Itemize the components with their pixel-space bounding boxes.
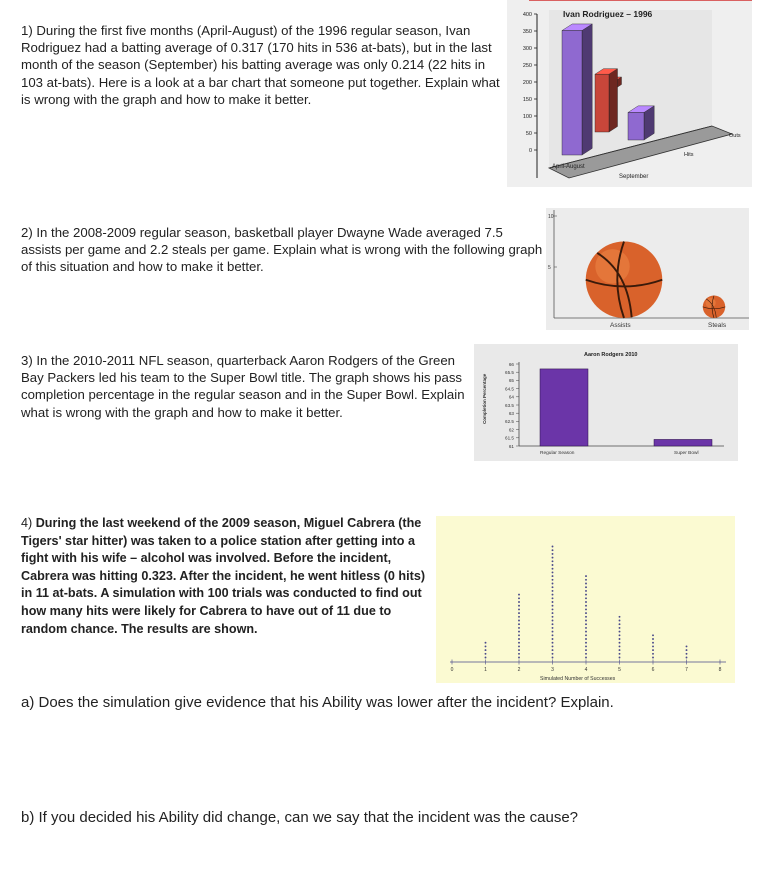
dot: [552, 649, 554, 651]
x-tick-label: 5: [618, 667, 621, 673]
question-4-body: During the last weekend of the 2009 season, Miguel Cabrera (the Tigers' star hitter) was taken to a police station after getting into a fight with his wife – alcohol was involved. Before the incident, Cabrera was hitting 0.323. After the incident, he went hitless (0 hits) in 11 at-bats. A simulation with 100 trials was conducted to find out how many hits were likely for Cabrera to have out of 11 due to random chance. The results are shown.: [21, 516, 426, 636]
dot: [585, 620, 587, 622]
y-tick-label: 350: [522, 29, 532, 35]
bar-hits-april-august: [595, 69, 618, 132]
dot: [552, 645, 554, 647]
dot: [585, 594, 587, 596]
aaron-rodgers-bar-chart: [474, 344, 738, 461]
dot: [518, 638, 520, 640]
y-tick-label: 61: [508, 443, 514, 449]
dot: [686, 653, 688, 655]
dot: [619, 623, 621, 625]
dot: [585, 634, 587, 636]
y-tick-label: 50: [525, 131, 532, 137]
dot: [485, 657, 487, 659]
dot: [485, 649, 487, 651]
dot: [652, 653, 654, 655]
x-tick-label: 4: [584, 667, 588, 673]
dot: [619, 649, 621, 651]
dot: [585, 616, 587, 618]
dot: [585, 608, 587, 610]
dot: [552, 575, 554, 577]
dot: [518, 601, 520, 603]
y-tick-label: 62.5: [505, 419, 514, 425]
dot: [619, 616, 621, 618]
y-tick-label: 66: [508, 361, 514, 367]
dot: [552, 601, 554, 603]
basketball-assists: [586, 242, 663, 319]
x-axis-label: Simulated Number of Successes: [540, 676, 616, 682]
dot: [585, 583, 587, 585]
dot: [552, 638, 554, 640]
part-b-question: b) If you decided his Ability did change, can we say that the incident was the cause?: [21, 809, 579, 826]
dot: [652, 642, 654, 644]
bar-outs-september: [628, 106, 654, 140]
dot: [518, 597, 520, 599]
dot: [585, 597, 587, 599]
dot: [552, 608, 554, 610]
ivan-rodriguez-bar-chart: [507, 0, 752, 187]
y-tick-label: 63: [508, 411, 514, 416]
dot: [552, 564, 554, 566]
dot: [585, 601, 587, 603]
dot: [619, 642, 621, 644]
question-4-text: [21, 515, 429, 638]
bar-front-face: [562, 31, 582, 155]
dot: [518, 616, 520, 618]
dot: [686, 649, 688, 651]
dot: [585, 586, 587, 588]
x-tick-label: 1: [484, 667, 487, 673]
question-1-text: 1) During the first five months (April-August) of the 1996 regular season, Ivan Rodriguez had a batting average of 0.317 (170 hits in 536 at-bats), but in the last month of the season (September) his batting average was only 0.214 (22 hits in 103 at-bats). Here is a look at a bar chart that someone put together. Explain what is wrong with the graph and how to make it better.: [21, 23, 500, 107]
dot: [552, 546, 554, 548]
bar-side-face: [609, 69, 618, 132]
dot: [518, 620, 520, 622]
dot: [552, 557, 554, 559]
dwayne-wade-picture-chart: [546, 208, 749, 330]
bar-outs-april-august: [562, 24, 592, 155]
dot: [518, 623, 520, 625]
y-axis-label: Completion Percentage: [482, 373, 487, 424]
dot: [552, 657, 554, 659]
part-a-question: a) Does the simulation give evidence that his Ability was lower after the incident? Explain.: [21, 694, 614, 711]
dot: [552, 590, 554, 592]
dot: [686, 657, 688, 659]
dot: [518, 612, 520, 614]
dot: [552, 568, 554, 570]
y-tick-label: 5: [548, 265, 551, 271]
dot: [552, 653, 554, 655]
dot: [619, 631, 621, 633]
dot: [652, 649, 654, 651]
dot: [585, 645, 587, 647]
dot: [518, 653, 520, 655]
dot: [552, 616, 554, 618]
dot: [619, 634, 621, 636]
y-tick-label: 0: [528, 148, 532, 154]
dot: [518, 634, 520, 636]
dot: [485, 653, 487, 655]
dot: [552, 594, 554, 596]
dot: [552, 627, 554, 629]
dot: [619, 645, 621, 647]
x-tick-label: 2: [517, 667, 521, 673]
x-tick-label: 0: [450, 667, 454, 673]
dot: [518, 608, 520, 610]
dot: [518, 627, 520, 629]
dot: [552, 553, 554, 555]
dot: [652, 657, 654, 659]
y-tick-label: 400: [522, 12, 532, 18]
dot: [585, 575, 587, 577]
dot: [652, 634, 654, 636]
dot: [585, 579, 587, 581]
dot: [585, 638, 587, 640]
y-tick-label: 64: [508, 394, 514, 400]
chart-title: Ivan Rodriguez – 1996: [563, 9, 653, 19]
dot: [619, 653, 621, 655]
dot: [619, 627, 621, 629]
dot: [518, 631, 520, 633]
y-tick-label: 63.5: [505, 402, 514, 408]
dot: [552, 579, 554, 581]
dot: [518, 649, 520, 651]
dot: [619, 620, 621, 622]
dot: [585, 590, 587, 592]
dot: [585, 631, 587, 633]
dot: [552, 571, 554, 573]
dot: [585, 605, 587, 607]
bar-super-bowl: [654, 439, 712, 446]
y-tick-label: 250: [522, 63, 532, 69]
dot: [552, 631, 554, 633]
y-tick-label: 100: [522, 114, 532, 120]
dot: [552, 583, 554, 585]
dot: [619, 657, 621, 659]
depth-label-outs: Outs: [729, 133, 741, 139]
x-tick-label: 3: [551, 667, 554, 673]
y-tick-label: 65.5: [505, 370, 514, 375]
ball-body: [703, 296, 725, 318]
dot: [485, 645, 487, 647]
dot: [552, 586, 554, 588]
dot: [552, 612, 554, 614]
bar-front-face: [595, 74, 609, 132]
dot: [552, 642, 554, 644]
bar-regular-season: [540, 369, 588, 446]
x-label-september: September: [619, 174, 649, 180]
question-2-text: 2) In the 2008-2009 regular season, basketball player Dwayne Wade averaged 7.5 assists per game and 2.2 steals per game. Explain what is wrong with the following graph of this situation and how to make it better.: [21, 225, 543, 275]
dot: [518, 642, 520, 644]
dot: [485, 642, 487, 644]
dot: [585, 627, 587, 629]
dot: [585, 657, 587, 659]
dot: [552, 560, 554, 562]
y-tick-label: 64.5: [505, 386, 514, 392]
x-label-april-august: April-August: [552, 164, 585, 170]
bar-front-face: [628, 112, 644, 140]
dot: [518, 605, 520, 607]
dot: [552, 620, 554, 622]
y-tick-label: 61.5: [505, 435, 514, 441]
dot: [585, 653, 587, 655]
dot: [619, 638, 621, 640]
x-tick-label: 6: [651, 667, 655, 673]
dot: [652, 645, 654, 647]
y-tick-label: 200: [522, 80, 532, 86]
dot: [552, 634, 554, 636]
dot: [585, 642, 587, 644]
dot: [552, 597, 554, 599]
dot: [585, 649, 587, 651]
dot: [552, 549, 554, 551]
bar-side-face: [582, 24, 592, 155]
x-label-super-bowl: Super Bowl: [674, 451, 699, 456]
y-tick-label: 62: [508, 427, 514, 433]
dot: [552, 623, 554, 625]
y-tick-label: 10: [548, 214, 554, 220]
dot: [518, 645, 520, 647]
cabrera-simulation-dot-plot: [436, 516, 735, 683]
dot: [518, 594, 520, 596]
dot: [552, 605, 554, 607]
dot: [585, 612, 587, 614]
question-4-number: 4): [21, 516, 36, 530]
ball-body: [586, 242, 663, 319]
basketball-steals: [703, 296, 725, 318]
x-tick-label: 8: [718, 667, 722, 673]
y-tick-label: 150: [522, 97, 532, 103]
dot: [585, 623, 587, 625]
y-tick-label: 65: [508, 378, 514, 384]
depth-label-hits: Hits: [684, 152, 694, 158]
x-label-steals: Steals: [708, 322, 727, 329]
dot: [652, 638, 654, 640]
x-label-assists: Assists: [610, 322, 631, 329]
chart-title: Aaron Rodgers 2010: [584, 352, 638, 358]
x-label-regular-season: Regular Season: [540, 451, 575, 456]
y-tick-label: 300: [522, 46, 532, 52]
x-tick-label: 7: [685, 667, 688, 673]
dot: [518, 657, 520, 659]
dot: [686, 645, 688, 647]
question-3-text: 3) In the 2010-2011 NFL season, quarterback Aaron Rodgers of the Green Bay Packers led his team to the Super Bowl title. The graph shows his pass completion percentage in the regular season and in the Super Bowl. Explain what is wrong with the graph and how to make it better.: [21, 353, 465, 420]
